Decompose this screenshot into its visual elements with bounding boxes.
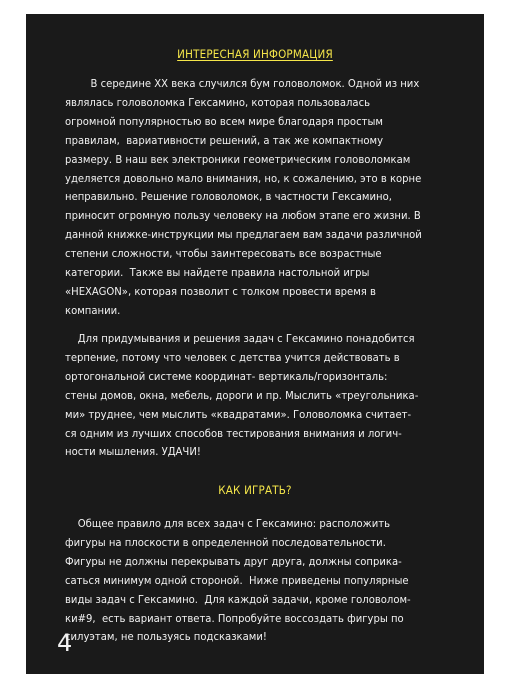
- text-line: уделяется довольно мало внимания, но, к сожалению, это в корне: [65, 171, 422, 185]
- text-line: размеру. В наш век электроники геометрическим головоломкам: [65, 152, 411, 166]
- text-line: саться минимум одной стороной. Ниже приведены популярные: [65, 573, 409, 587]
- text-line: ортогональной системе координат- вертикаль/горизонталь:: [65, 369, 388, 383]
- heading-how-to-play: КАК ИГРАТЬ?: [218, 483, 292, 497]
- book-page: [26, 14, 484, 674]
- text-line: ми» труднее, чем мыслить «квадратами». Головоломка считает-: [65, 407, 412, 421]
- text-line: компании.: [65, 303, 121, 317]
- text-line: степени сложности, чтобы заинтересовать все возрастные: [65, 247, 382, 261]
- text-line: «HEXAGON», которая позволит с толком провести время в: [65, 284, 376, 298]
- text-line: силуэтам, не пользуясь подсказками!: [65, 630, 267, 644]
- text-line: стены домов, окна, мебель, дороги и пр. Мыслить «треугольника-: [65, 388, 419, 402]
- text-line: В середине XX века случился бум головоломок. Одной из них: [65, 77, 420, 90]
- text-line: категории. Также вы найдете правила настольной игры: [65, 266, 370, 280]
- text-line: терпение, потому что человек с детства учится действовать в: [65, 350, 400, 364]
- text-line: Для придумывания и решения задач с Гексамино понадобится: [65, 332, 415, 345]
- text-line: неправильно. Решение головоломок, в частности Гексамино,: [65, 190, 392, 204]
- heading-interesting-info: ИНТЕРЕСНАЯ ИНФОРМАЦИЯ: [177, 47, 333, 61]
- text-line: Общее правило для всех задач с Гексамино: расположить: [65, 517, 391, 530]
- text-line: виды задач с Гексамино. Для каждой задачи, кроме головолом-: [65, 592, 411, 606]
- text-line: Фигуры не должны перекрывать друг друга, должны соприка-: [65, 554, 402, 568]
- patience-paragraph: [65, 330, 449, 462]
- rules-paragraph: [65, 515, 449, 647]
- text-line: ки#9, есть вариант ответа. Попробуйте воссоздать фигуры по: [65, 611, 404, 625]
- text-line: приносит огромную пользу человеку на любом этапе его жизни. В: [65, 209, 421, 223]
- text-line: являлась головоломка Гексамино, которая пользовалась: [65, 95, 371, 109]
- text-line: огромной популярностью во всем мире благодаря простым: [65, 114, 383, 128]
- intro-paragraph: [65, 75, 449, 321]
- text-line: ся одним из лучших способов тестирования внимания и логич-: [65, 426, 402, 440]
- text-line: правилам, вариативности решений, а так же компактному: [65, 133, 384, 147]
- page-number: 4: [57, 629, 73, 657]
- text-line: ности мышления. УДАЧИ!: [65, 445, 201, 459]
- text-line: данной книжке-инструкции мы предлагаем вам задачи различной: [65, 228, 422, 242]
- text-line: фигуры на плоскости в определенной последовательности.: [65, 535, 386, 549]
